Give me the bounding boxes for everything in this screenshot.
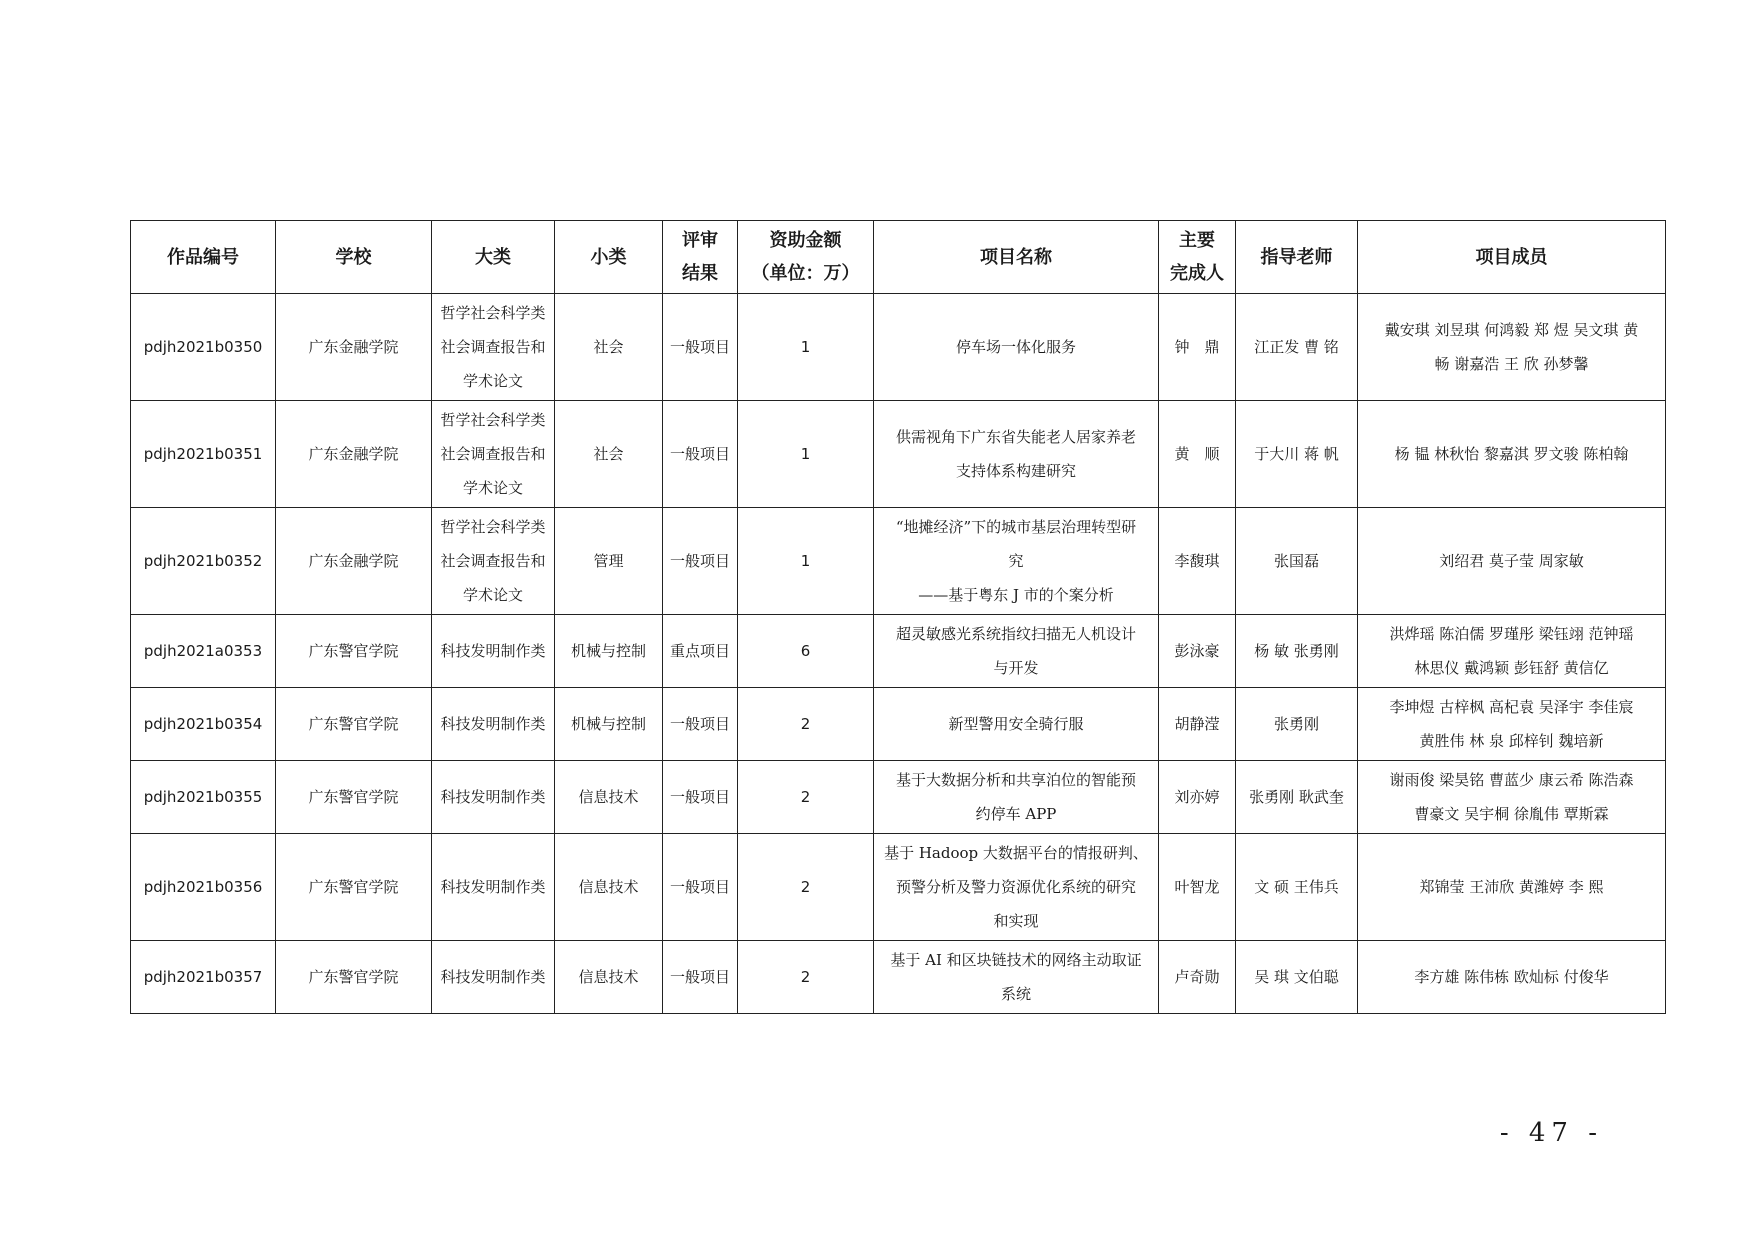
cell-subcategory: 社会: [555, 401, 663, 508]
page-number: - 47 -: [1499, 1118, 1603, 1148]
cell-school: 广东警官学院: [276, 688, 432, 761]
header-id: [131, 221, 276, 294]
header-school: [276, 221, 432, 294]
cell-category-line: 哲学社会科学类: [440, 411, 546, 429]
table-row: [131, 615, 1666, 688]
header-text: 主要: [1179, 230, 1215, 251]
cell-project-line: 和实现: [993, 912, 1039, 930]
header-text: （单位：万）: [751, 263, 860, 284]
cell-funding: 2: [738, 761, 874, 834]
cell-project-line: ——基于粤东 J 市的个案分析: [918, 586, 1114, 604]
cell-members: [1358, 688, 1666, 761]
cell-category: [432, 834, 555, 941]
header-text: 评审: [682, 230, 718, 251]
header-funding: [738, 221, 874, 294]
cell-project-line: 超灵敏感光系统指纹扫描无人机设计: [895, 625, 1136, 643]
cell-result: 一般项目: [663, 834, 738, 941]
cell-members-line: 李方雄 陈伟栋 欧灿标 付俊华: [1414, 968, 1609, 986]
cell-category-line: 社会调查报告和: [440, 338, 546, 356]
cell-subcategory: 信息技术: [555, 941, 663, 1014]
cell-category: [432, 615, 555, 688]
cell-funding: 2: [738, 688, 874, 761]
header-project: [874, 221, 1159, 294]
cell-members: [1358, 401, 1666, 508]
header-text: 作品编号: [167, 246, 239, 268]
cell-category-line: 科技发明制作类: [440, 642, 546, 660]
cell-members: [1358, 761, 1666, 834]
cell-project: [874, 941, 1159, 1014]
cell-category: [432, 688, 555, 761]
cell-leader: 钟 鼎: [1159, 294, 1236, 401]
cell-members: [1358, 615, 1666, 688]
table-row: [131, 941, 1666, 1014]
table-row: [131, 508, 1666, 615]
cell-result: 一般项目: [663, 761, 738, 834]
cell-project: [874, 761, 1159, 834]
cell-project-line: 究: [1008, 552, 1024, 570]
cell-category-line: 科技发明制作类: [440, 788, 546, 806]
cell-project-line: 支持体系构建研究: [955, 462, 1076, 480]
cell-result: 一般项目: [663, 294, 738, 401]
cell-result: 一般项目: [663, 508, 738, 615]
cell-funding: 2: [738, 834, 874, 941]
cell-advisor: 文 硕 王伟兵: [1236, 834, 1358, 941]
cell-category: [432, 294, 555, 401]
cell-members: [1358, 294, 1666, 401]
cell-school: 广东警官学院: [276, 834, 432, 941]
cell-members-line: 林思仪 戴鸿颖 彭钰舒 黄信亿: [1414, 659, 1609, 677]
header-subcategory: [555, 221, 663, 294]
cell-project-line: 预警分析及警力资源优化系统的研究: [895, 878, 1136, 896]
cell-project: [874, 401, 1159, 508]
cell-members-line: 刘绍君 莫子莹 周家敏: [1439, 552, 1584, 570]
table-row: [131, 688, 1666, 761]
cell-leader: 刘亦婷: [1159, 761, 1236, 834]
cell-subcategory: 信息技术: [555, 761, 663, 834]
cell-category-line: 学术论文: [462, 479, 523, 497]
table-row: [131, 761, 1666, 834]
cell-advisor: 杨 敏 张勇刚: [1236, 615, 1358, 688]
cell-project-line: 系统: [1000, 985, 1031, 1003]
cell-category-line: 哲学社会科学类: [440, 518, 546, 536]
cell-subcategory: 社会: [555, 294, 663, 401]
header-text: 大类: [475, 246, 511, 268]
cell-members-line: 郑锦莹 王沛欣 黄潍婷 李 熙: [1419, 878, 1604, 896]
cell-leader: 李馥琪: [1159, 508, 1236, 615]
cell-subcategory: 机械与控制: [555, 615, 663, 688]
cell-leader: 黄 顺: [1159, 401, 1236, 508]
cell-project: [874, 615, 1159, 688]
cell-advisor: 张勇刚: [1236, 688, 1358, 761]
cell-result: 一般项目: [663, 688, 738, 761]
cell-category-line: 科技发明制作类: [440, 878, 546, 896]
header-text: 结果: [682, 263, 718, 284]
cell-leader: 叶智龙: [1159, 834, 1236, 941]
cell-project-line: 供需视角下广东省失能老人居家养老: [895, 428, 1136, 446]
cell-project: [874, 294, 1159, 401]
header-text: 资助金额: [769, 230, 842, 251]
header-members: [1358, 221, 1666, 294]
table-body: [131, 294, 1666, 1014]
cell-result: 一般项目: [663, 401, 738, 508]
table-row: [131, 294, 1666, 401]
cell-members-line: 洪烨瑶 陈泊儒 罗瑾彤 梁钰翊 范钟瑶: [1389, 625, 1634, 643]
cell-category: [432, 401, 555, 508]
header-text: 项目名称: [980, 246, 1052, 268]
cell-id: pdjh2021b0352: [131, 508, 276, 615]
cell-project: [874, 508, 1159, 615]
cell-members-line: 黄胜伟 林 泉 邱梓钊 魏培新: [1419, 732, 1604, 750]
projects-table: [130, 220, 1666, 1014]
cell-advisor: 江正发 曹 铭: [1236, 294, 1358, 401]
cell-id: pdjh2021b0350: [131, 294, 276, 401]
cell-advisor: 张国磊: [1236, 508, 1358, 615]
cell-advisor: 张勇刚 耿武奎: [1236, 761, 1358, 834]
cell-project-line: 基于 AI 和区块链技术的网络主动取证: [890, 951, 1142, 969]
cell-members: [1358, 941, 1666, 1014]
cell-project-line: 新型警用安全骑行服: [948, 715, 1084, 733]
cell-school: 广东金融学院: [276, 294, 432, 401]
header-text: 学校: [335, 246, 372, 268]
cell-project-line: 基于大数据分析和共享泊位的智能预: [895, 771, 1136, 789]
cell-school: 广东金融学院: [276, 401, 432, 508]
cell-members: [1358, 508, 1666, 615]
cell-funding: 1: [738, 401, 874, 508]
cell-leader: 彭泳豪: [1159, 615, 1236, 688]
header-text: 指导老师: [1260, 246, 1333, 268]
cell-members-line: 谢雨俊 梁昊铭 曹蓝少 康云希 陈浩森: [1389, 771, 1634, 789]
cell-id: pdjh2021b0354: [131, 688, 276, 761]
cell-funding: 6: [738, 615, 874, 688]
cell-project: [874, 834, 1159, 941]
header-leader: [1159, 221, 1236, 294]
cell-result: 一般项目: [663, 941, 738, 1014]
header-text: 项目成员: [1475, 246, 1548, 268]
cell-project-line: 基于 Hadoop 大数据平台的情报研判、: [884, 844, 1148, 862]
cell-funding: 1: [738, 294, 874, 401]
cell-category-line: 科技发明制作类: [440, 968, 546, 986]
cell-id: pdjh2021b0357: [131, 941, 276, 1014]
cell-result: 重点项目: [663, 615, 738, 688]
cell-funding: 2: [738, 941, 874, 1014]
cell-category-line: 学术论文: [462, 586, 523, 604]
cell-members-line: 曹豪文 吴宇桐 徐胤伟 覃斯霖: [1414, 805, 1609, 823]
table-header-row: [131, 221, 1666, 294]
header-text: 小类: [590, 246, 627, 268]
cell-school: 广东警官学院: [276, 615, 432, 688]
cell-school: 广东警官学院: [276, 941, 432, 1014]
cell-category: [432, 508, 555, 615]
cell-members: [1358, 834, 1666, 941]
cell-id: pdjh2021a0353: [131, 615, 276, 688]
cell-category: [432, 941, 555, 1014]
cell-category-line: 社会调查报告和: [440, 445, 546, 463]
cell-subcategory: 机械与控制: [555, 688, 663, 761]
cell-category-line: 科技发明制作类: [440, 715, 546, 733]
cell-id: pdjh2021b0351: [131, 401, 276, 508]
cell-project-line: 约停车 APP: [975, 805, 1057, 823]
cell-category-line: 社会调查报告和: [440, 552, 546, 570]
cell-members-line: 杨 韫 林秋怡 黎嘉淇 罗文骏 陈柏翰: [1394, 445, 1629, 463]
cell-school: 广东金融学院: [276, 508, 432, 615]
cell-category: [432, 761, 555, 834]
cell-advisor: 于大川 蒋 帆: [1236, 401, 1358, 508]
cell-project-line: 与开发: [993, 659, 1039, 677]
header-text: 完成人: [1170, 263, 1224, 284]
cell-category-line: 哲学社会科学类: [440, 304, 546, 322]
cell-school: 广东警官学院: [276, 761, 432, 834]
header-advisor: [1236, 221, 1358, 294]
cell-category-line: 学术论文: [462, 372, 523, 390]
cell-members-line: 戴安琪 刘昱琪 何鸿毅 郑 煜 吴文琪 黄: [1384, 321, 1639, 339]
cell-id: pdjh2021b0355: [131, 761, 276, 834]
cell-leader: 胡静滢: [1159, 688, 1236, 761]
cell-subcategory: 管理: [555, 508, 663, 615]
cell-id: pdjh2021b0356: [131, 834, 276, 941]
table-row: [131, 834, 1666, 941]
table-row: [131, 401, 1666, 508]
cell-advisor: 吴 琪 文伯聪: [1236, 941, 1358, 1014]
cell-members-line: 李坤煜 古梓枫 高杞袁 吴泽宇 李佳宸: [1389, 698, 1634, 716]
cell-project: [874, 688, 1159, 761]
cell-members-line: 畅 谢嘉浩 王 欣 孙梦馨: [1434, 355, 1589, 373]
cell-project-line: “地摊经济”下的城市基层治理转型研: [895, 518, 1137, 536]
cell-funding: 1: [738, 508, 874, 615]
cell-leader: 卢奇勋: [1159, 941, 1236, 1014]
cell-subcategory: 信息技术: [555, 834, 663, 941]
cell-project-line: 停车场一体化服务: [955, 338, 1076, 356]
header-category: [432, 221, 555, 294]
header-result: [663, 221, 738, 294]
